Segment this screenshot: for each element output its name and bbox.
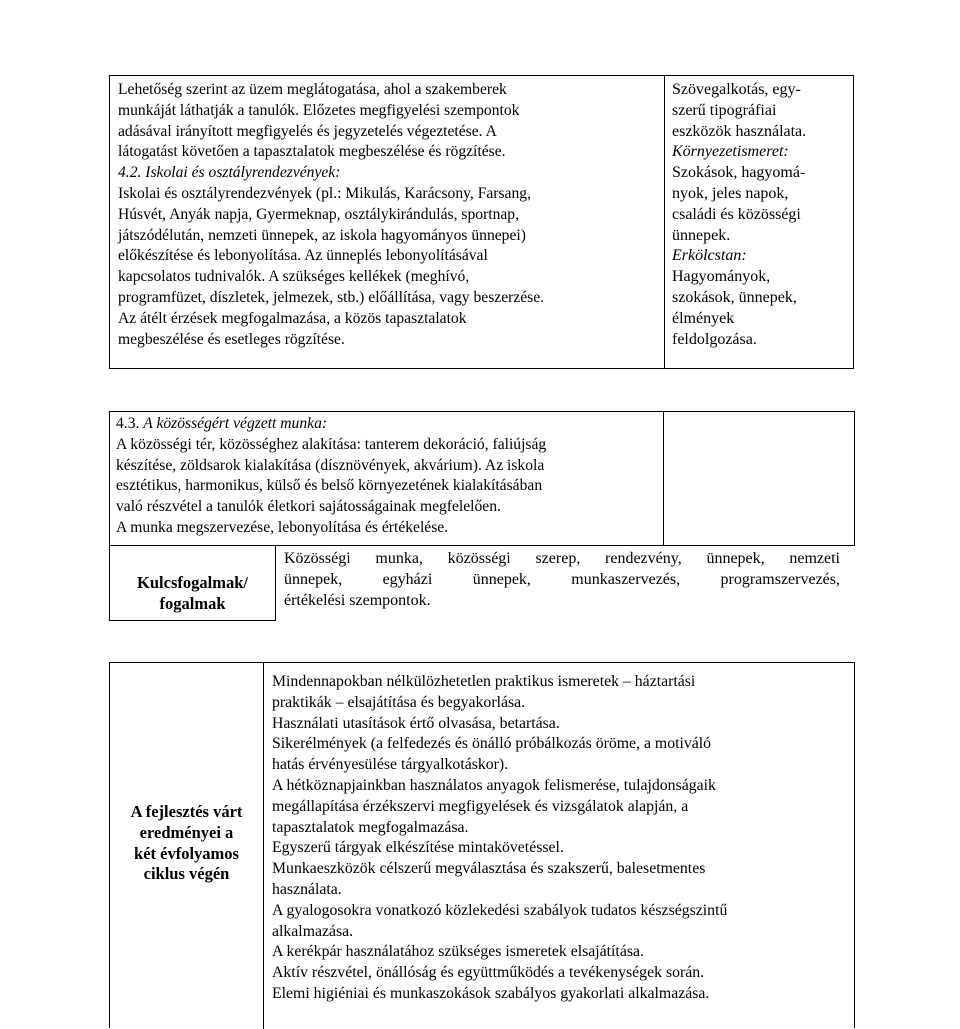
- text-line: Egyszerű tárgyak elkészítése mintakövetéssel.: [272, 839, 564, 857]
- text-line: kapcsolatos tudnivalók. A szükséges kellékek (meghívó,: [118, 268, 470, 286]
- text-line: Elemi higiéniai és munkaszokások szabályos gyakorlati alkalmazása.: [272, 984, 710, 1002]
- label-line: A fejlesztés várt: [130, 802, 243, 821]
- section-heading: [116, 414, 661, 435]
- text-line: feldolgozása.: [672, 330, 757, 348]
- text-line: Használati utasítások értő olvasása, betartása.: [272, 714, 560, 732]
- label-line: Kulcsfogalmak/: [137, 573, 248, 592]
- column-divider: [663, 411, 664, 545]
- text-line: családi és közösségi: [672, 205, 801, 223]
- section-heading: 4.2. Iskolai és osztályrendezvények:: [118, 164, 341, 182]
- text-line: praktikák – elsajátítása és begyakorlása.: [272, 693, 526, 711]
- activities-table: [109, 75, 854, 369]
- text-line: Hagyományok,: [672, 268, 771, 286]
- text-line: tapasztalatok megfogalmazása.: [272, 818, 469, 836]
- text-line: A gyalogosokra vonatkozó közlekedési szabályok tudatos készségszintű: [272, 901, 728, 919]
- text-line: adásával irányított megfigyelés és jegyzetelés végeztetése. A: [118, 122, 497, 140]
- label-line: két évfolyamos: [134, 843, 239, 863]
- label-line: ciklus végén: [143, 864, 230, 884]
- text-line: előkészítése és lebonyolítása. Az ünneplés lebonyolításával: [118, 247, 488, 265]
- text-line: A közösségi tér, közösséghez alakítása: tanterem dekoráció, faliújság: [116, 435, 547, 453]
- text-line: munkáját láthatják a tanulók. Előzetes megfigyelési szempontok: [118, 101, 520, 119]
- text-line: Az átélt érzések megfogalmazása, a közös tapasztalatok: [118, 309, 467, 327]
- text-line: szerű tipográfiai: [672, 101, 777, 119]
- text-line: Aktív részvétel, önállóság és együttműködés a tevékenységek során.: [272, 964, 705, 982]
- text-line: értékelési szempontok.: [284, 591, 431, 609]
- text-line: ünnepek, egyházi ünnepek, munkaszervezés, programszervezés,: [284, 570, 840, 588]
- activities-left-cell: [118, 80, 663, 350]
- text-line: eszközök használata.: [672, 122, 807, 140]
- text-line: esztétikus, harmonikus, külső és belső környezetének kialakításában: [116, 477, 543, 495]
- text-line: A hétköznapjainkban használatos anyagok felismerése, tulajdonságaik: [272, 776, 716, 794]
- text-line: Sikerélmények (a felfedezés és önálló próbálkozás öröme, a motiváló: [272, 735, 712, 753]
- key-concepts-text: [284, 549, 840, 611]
- text-line: Közösségi munka, közösségi szerep, rendezvény, ünnepek, nemzeti: [284, 550, 840, 567]
- text-line: ünnepek.: [672, 226, 731, 244]
- text-line: szokások, ünnepek,: [672, 288, 797, 306]
- text-line: programfüzet, díszletek, jelmezek, stb.) előállítása, vagy beszerzése.: [118, 288, 545, 306]
- text-line: használata.: [272, 880, 342, 898]
- community-work-cell: [116, 414, 661, 539]
- text-line: Szokások, hagyomá-: [672, 164, 806, 182]
- section-number: 4.3.: [116, 415, 140, 432]
- text-line: megbeszélése és esetleges rögzítése.: [118, 330, 345, 348]
- column-divider: [664, 76, 665, 368]
- text-line: Húsvét, Anyák napja, Gyermeknap, osztálykirándulás, sportnap,: [118, 205, 520, 223]
- subject-heading: Környezetismeret:: [672, 143, 789, 161]
- column-divider: [263, 663, 264, 1029]
- text-line: Lehetőség szerint az üzem meglátogatása, ahol a szakemberek: [118, 81, 507, 98]
- column-divider: [275, 545, 276, 620]
- text-line: Szövegalkotás, egy-: [672, 81, 801, 98]
- table-border: [854, 411, 855, 545]
- table-border: [109, 411, 855, 412]
- text-line: való részvétel a tanulók életkori sajátosságainak megfelelően.: [116, 498, 501, 516]
- label-line: fogalmak: [159, 593, 226, 613]
- text-line: látogatást követően a tapasztalatok megbeszélése és rögzítése.: [118, 143, 506, 161]
- activities-right-cell: [672, 80, 852, 350]
- expected-results-label: [110, 802, 263, 885]
- key-concepts-label: [110, 573, 275, 615]
- text-line: élmények: [672, 309, 735, 327]
- text-line: nyok, jeles napok,: [672, 184, 789, 202]
- text-line: A kerékpár használatához szükséges ismeretek elsajátítása.: [272, 943, 644, 961]
- text-line: Iskolai és osztályrendezvények (pl.: Mikulás, Karácsony, Farsang,: [118, 184, 531, 202]
- text-line: készítése, zöldsarok kialakítása (dísznövények, akvárium). Az iskola: [116, 456, 545, 474]
- expected-results-table: [109, 662, 855, 1028]
- expected-results-list: [272, 672, 852, 1005]
- section-title: A közösségért végzett munka:: [143, 415, 328, 432]
- row-divider: [109, 545, 855, 546]
- subject-heading: Erkölcstan:: [672, 247, 747, 265]
- text-line: hatás érvényesülése tárgyalkotáskor).: [272, 756, 509, 774]
- label-line: eredményei a: [139, 822, 234, 842]
- text-line: játszódélután, nemzeti ünnepek, az iskola hagyományos ünnepei): [118, 226, 526, 244]
- text-line: megállapítása érzékszervi megfigyelések és vizsgálatok alapján, a: [272, 797, 689, 815]
- text-line: Munkaeszközök célszerű megválasztása és szakszerű, balesetmentes: [272, 860, 706, 878]
- text-line: Mindennapokban nélkülözhetetlen praktikus ismeretek – háztartási: [272, 673, 696, 690]
- text-line: alkalmazása.: [272, 922, 354, 940]
- table-border: [109, 620, 276, 621]
- text-line: A munka megszervezése, lebonyolítása és értékelése.: [116, 518, 449, 536]
